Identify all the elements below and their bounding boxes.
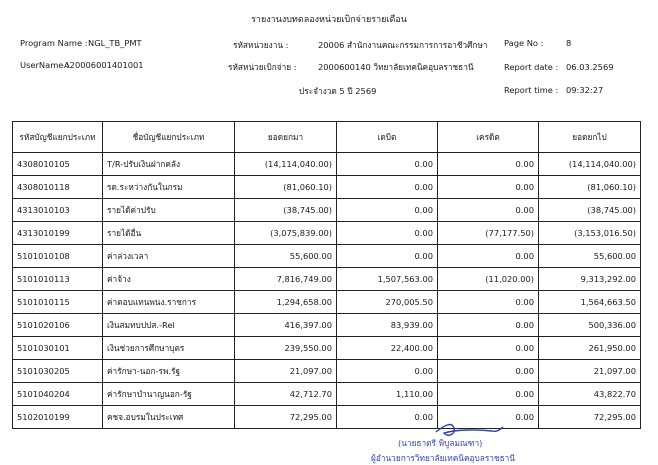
table-row — [13, 245, 641, 268]
signatory-position: ผู้อำนวยการวิทยาลัยเทคนิคอุบลราชธานี — [371, 453, 515, 463]
col-header-debit: เดบิต — [337, 122, 438, 153]
program-name-value: NGL_TB_PMT — [88, 38, 142, 48]
cell-credit: 0.00 — [438, 153, 539, 176]
cell-account-code: 5102010199 — [13, 406, 103, 429]
table-row — [13, 314, 641, 337]
cell-debit: 270,005.50 — [337, 291, 438, 314]
report-title: รายงานงบทดลองหน่วยเบิกจ่ายรายเดือน — [251, 15, 407, 25]
cell-brought-forward: 21,097.00 — [235, 360, 337, 383]
table-row — [13, 153, 641, 176]
agency-value: 20006 สำนักงานคณะกรรมการการอาชีวศึกษา — [318, 40, 488, 50]
report-date-label: Report date : — [504, 62, 559, 72]
signatory-name: (นายธาตรี พิบูลมณฑา) — [398, 438, 483, 448]
cell-carried-forward: (38,745.00) — [539, 199, 641, 222]
cell-account-name: ค่าล่วงเวลา — [103, 245, 235, 268]
cell-brought-forward: (14,114,040.00) — [235, 153, 337, 176]
page-no-value: 8 — [566, 38, 572, 48]
report-period: ประจำงวด 5 ปี 2569 — [299, 86, 377, 96]
cell-debit: 1,507,563.00 — [337, 268, 438, 291]
col-header-brought-forward: ยอดยกมา — [235, 122, 337, 153]
cell-debit: 83,939.00 — [337, 314, 438, 337]
cell-credit: (11,020.00) — [438, 268, 539, 291]
cell-credit: 0.00 — [438, 360, 539, 383]
table-row — [13, 199, 641, 222]
cell-debit: 0.00 — [337, 245, 438, 268]
cell-carried-forward: 72,295.00 — [539, 406, 641, 429]
cell-carried-forward: 43,822.70 — [539, 383, 641, 406]
program-name-label: Program Name : — [20, 38, 88, 48]
table-row — [13, 406, 641, 429]
table-row — [13, 268, 641, 291]
cell-debit: 0.00 — [337, 176, 438, 199]
cell-account-code: 5101040204 — [13, 383, 103, 406]
table-header-row — [13, 122, 641, 153]
cell-brought-forward: 7,816,749.00 — [235, 268, 337, 291]
cell-account-code: 5101020106 — [13, 314, 103, 337]
cell-brought-forward: 42,712.70 — [235, 383, 337, 406]
cell-carried-forward: (14,114,040.00) — [539, 153, 641, 176]
disbursement-unit-label: รหัสหน่วยเบิกจ่าย : — [228, 62, 297, 72]
cell-debit: 22,400.00 — [337, 337, 438, 360]
cell-brought-forward: 239,550.00 — [235, 337, 337, 360]
col-header-carried-forward: ยอดยกไป — [539, 122, 641, 153]
table-row — [13, 222, 641, 245]
cell-brought-forward: (38,745.00) — [235, 199, 337, 222]
cell-account-code: 5101010113 — [13, 268, 103, 291]
cell-account-name: เงินสมทบปปส.-Rel — [103, 314, 235, 337]
cell-carried-forward: 55,600.00 — [539, 245, 641, 268]
table-row — [13, 291, 641, 314]
cell-account-name: รายได้อื่น — [103, 222, 235, 245]
trial-balance-table — [12, 121, 641, 429]
table-row — [13, 360, 641, 383]
col-header-credit: เครดิต — [438, 122, 539, 153]
table-row — [13, 176, 641, 199]
cell-account-code: 5101010108 — [13, 245, 103, 268]
cell-account-name: ค่าตอบแทนพนง.ราชการ — [103, 291, 235, 314]
cell-debit: 0.00 — [337, 406, 438, 429]
cell-credit: 0.00 — [438, 291, 539, 314]
cell-brought-forward: (81,060.10) — [235, 176, 337, 199]
cell-account-name: เงินช่วยการศึกษาบุตร — [103, 337, 235, 360]
cell-carried-forward: 261,950.00 — [539, 337, 641, 360]
cell-account-code: 5101010115 — [13, 291, 103, 314]
col-header-account-code: รหัสบัญชีแยกประเภท — [13, 122, 103, 153]
cell-brought-forward: 416,397.00 — [235, 314, 337, 337]
cell-credit: 0.00 — [438, 199, 539, 222]
cell-credit: 0.00 — [438, 383, 539, 406]
username-value: A20006001401001 — [64, 60, 144, 70]
cell-carried-forward: 21,097.00 — [539, 360, 641, 383]
cell-debit: 0.00 — [337, 360, 438, 383]
cell-account-name: ค่าจ้าง — [103, 268, 235, 291]
page-no-label: Page No : — [504, 38, 544, 48]
cell-account-name: ค่ารักษาบำนาญนอก-รัฐ — [103, 383, 235, 406]
cell-brought-forward: 72,295.00 — [235, 406, 337, 429]
cell-carried-forward: (81,060.10) — [539, 176, 641, 199]
cell-credit: 0.00 — [438, 245, 539, 268]
cell-account-code: 5101030205 — [13, 360, 103, 383]
cell-brought-forward: 55,600.00 — [235, 245, 337, 268]
cell-credit: 0.00 — [438, 337, 539, 360]
report-date-value: 06.03.2569 — [566, 62, 614, 72]
username-label: UserName : — [20, 60, 69, 70]
table-row — [13, 383, 641, 406]
disbursement-unit-value: 2000600140 วิทยาลัยเทคนิคอุบลราชธานี — [318, 62, 474, 72]
col-header-account-name: ชื่อบัญชีแยกประเภท — [103, 122, 235, 153]
cell-brought-forward: (3,075,839.00) — [235, 222, 337, 245]
cell-account-name: รด.ระหว่างกันในกรม — [103, 176, 235, 199]
cell-debit: 0.00 — [337, 199, 438, 222]
cell-credit: (77,177.50) — [438, 222, 539, 245]
report-time-label: Report time : — [504, 85, 559, 95]
cell-account-name: รายได้ค่าปรับ — [103, 199, 235, 222]
cell-account-code: 4313010103 — [13, 199, 103, 222]
cell-debit: 1,110.00 — [337, 383, 438, 406]
cell-carried-forward: (3,153,016.50) — [539, 222, 641, 245]
cell-carried-forward: 9,313,292.00 — [539, 268, 641, 291]
cell-account-code: 5101030101 — [13, 337, 103, 360]
cell-account-code: 4308010105 — [13, 153, 103, 176]
cell-brought-forward: 1,294,658.00 — [235, 291, 337, 314]
cell-account-name: คชจ.อบรมในประเทศ — [103, 406, 235, 429]
report-time-value: 09:32:27 — [566, 85, 604, 95]
cell-credit: 0.00 — [438, 176, 539, 199]
cell-debit: 0.00 — [337, 222, 438, 245]
cell-account-code: 4308010118 — [13, 176, 103, 199]
cell-account-code: 4313010199 — [13, 222, 103, 245]
table-row — [13, 337, 641, 360]
cell-credit: 0.00 — [438, 314, 539, 337]
cell-carried-forward: 1,564,663.50 — [539, 291, 641, 314]
agency-label: รหัสหน่วยงาน : — [233, 40, 289, 50]
cell-account-name: ค่ารักษา-นอก-รพ.รัฐ — [103, 360, 235, 383]
cell-account-name: T/R-ปรับเงินฝากคลัง — [103, 153, 235, 176]
cell-carried-forward: 500,336.00 — [539, 314, 641, 337]
cell-credit: 0.00 — [438, 406, 539, 429]
cell-debit: 0.00 — [337, 153, 438, 176]
